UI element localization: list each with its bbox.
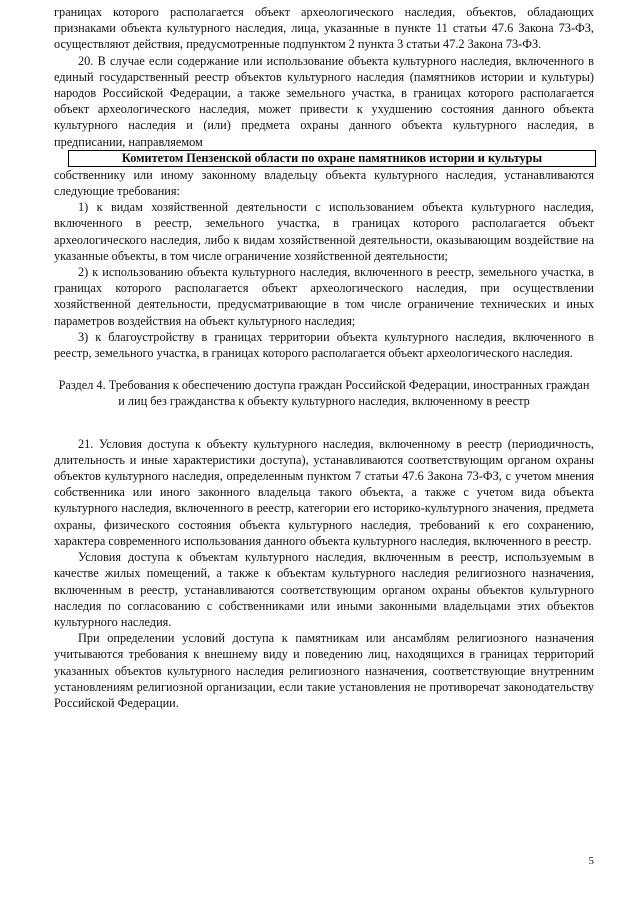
paragraph-20: 20. В случае если содержание или использование объекта культурного наследия, включенного в единый государственный реестр объектов культурного наследия (памятников истории и культуры) народов Российской Федерации, а также земельного участка, в границах которого располагается объект археологического наследия, может привести к ухудшению состояния данного объекта культурного наследия и (или) предмета охраны данного объекта культурного наследия, в предписании, направляемом	[54, 53, 594, 149]
list-item-3: 3) к благоустройству в границах территории объекта культурного наследия, включенного в реестр, земельного участка, в границах которого располагается объект археологического наследия.	[54, 329, 594, 361]
paragraph-21: 21. Условия доступа к объекту культурного наследия, включенному в реестр (периодичность, длительность и иные характеристики доступа), устанавливаются соответствующим органом охраны объектов культурного наследия, определенным пунктом 7 статьи 47.6 Закона 73-ФЗ, с учетом мнения собственника или иного законного владельца такого объекта, а также с учетом вида объекта культурного наследия, включенного в реестр, категории его историко-культурного значения, предмета охраны, физического состояния объекта культурного наследия, требований к его сохранению, характера современного использования данного объекта культурного наследия, включенного в реестр.	[54, 436, 594, 548]
section-4-title: Раздел 4. Требования к обеспечению доступа граждан Российской Федерации, иностранных граждан и лиц без гражданства к объекту культурного наследия, включенному в реестр	[58, 378, 590, 409]
highlighted-authority-name: Комитетом Пензенской области по охране памятников истории и культуры	[68, 150, 596, 167]
paragraph-21-religious-objects: При определении условий доступа к памятникам или ансамблям религиозного назначения учитываются требования к внешнему виду и поведению лиц, находящихся в границах территорий указанных объектов культурного наследия религиозного назначения, соответствующие внутренним установлениям религиозной организации, если такие установления не противоречат законодательству Российской Федерации.	[54, 631, 594, 710]
paragraph-20-continued: собственнику или иному законному владельцу объекта культурного наследия, устанавливаются следующие требования:	[54, 167, 594, 199]
list-item-1: 1) к видам хозяйственной деятельности с использованием объекта культурного наследия, включенного в реестр, земельного участка, в границах которого располагается объект археологического наследия, либо к видам хозяйственной деятельности, оказывающим воздействие на указанные объекты, в том числе ограничение хозяйственной деятельности;	[54, 200, 594, 263]
list-item-2: 2) к использованию объекта культурного наследия, включенного в реестр, земельного участка, в границах которого располагается объект археологического наследия, при осуществлении хозяйственной деятельности, предусматривающие в том числе ограничение технических и иных параметров воздействия на объект культурного наследия;	[54, 265, 594, 328]
document-body	[54, 4, 594, 711]
paragraph-21-access-conditions: Условия доступа к объектам культурного наследия, включенным в реестр, используемым в качестве жилых помещений, а также к объектам культурного наследия религиозного назначения, включенным в реестр, устанавливаются соответствующим органом охраны объектов культурного наследия по согласованию с собственниками или иными законными владельцами этих объектов культурного наследия.	[54, 550, 594, 629]
paragraph-continuation: границах которого располагается объект археологического наследия, объектов, обладающих признаками объекта культурного наследия, лица, указанные в пункте 11 статьи 47.6 Закона 73-ФЗ, осуществляют действия, предусмотренные подпунктом 2 пункта 3 статьи 47.2 Закона 73-ФЗ.	[54, 5, 594, 52]
page-number: 5	[588, 855, 594, 867]
